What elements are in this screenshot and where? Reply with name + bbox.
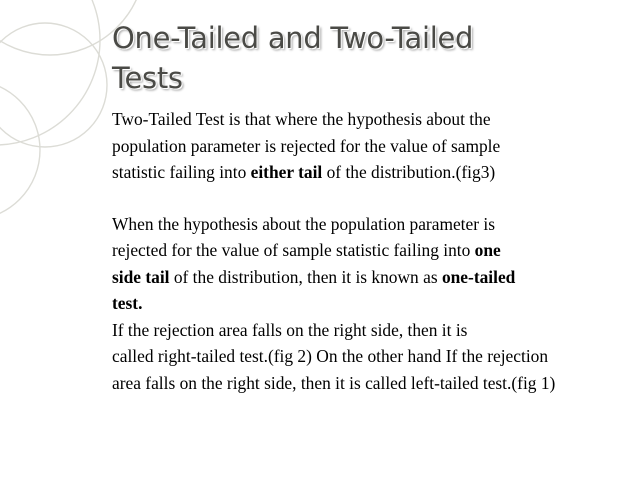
text-line: When the hypothesis about the population parameter is xyxy=(112,213,495,234)
slide-title xyxy=(112,18,612,98)
bold-text: test. xyxy=(112,293,143,313)
decorative-arc xyxy=(0,23,107,147)
text-run: of the distribution, then it is known as xyxy=(169,266,442,287)
text-line xyxy=(112,237,617,264)
bold-text: side tail xyxy=(112,266,170,287)
paragraph-spacer xyxy=(112,186,617,211)
bold-text: one-tailed xyxy=(441,266,516,287)
text-line: called right-tailed test.(fig 2) On the other hand If the rejection xyxy=(112,346,549,366)
text-run: of the distribution.(fig3) xyxy=(322,162,496,182)
title-line: Tests xyxy=(112,61,183,95)
slide-body xyxy=(112,106,617,396)
decorative-arc xyxy=(0,0,100,145)
text-line: Two-Tailed Test is that where the hypothesis about the xyxy=(112,109,491,129)
text-run: statistic failing into xyxy=(112,162,251,182)
title-line: One-Tailed and Two-Tailed xyxy=(112,21,474,55)
bold-text: one xyxy=(474,240,501,260)
text-run: rejected for the value of sample statistic failing into xyxy=(112,240,475,260)
text-line: population parameter is rejected for the value of sample xyxy=(112,135,501,156)
text-line: area falls on the right side, then it is called left-tailed test.(fig 1) xyxy=(112,372,556,393)
text-line xyxy=(112,159,617,186)
decorative-arc xyxy=(0,80,40,220)
text-line xyxy=(112,290,617,317)
bold-text: either tail xyxy=(250,162,323,182)
text-line xyxy=(112,264,617,291)
text-line: If the rejection area falls on the right side, then it is xyxy=(112,319,468,340)
